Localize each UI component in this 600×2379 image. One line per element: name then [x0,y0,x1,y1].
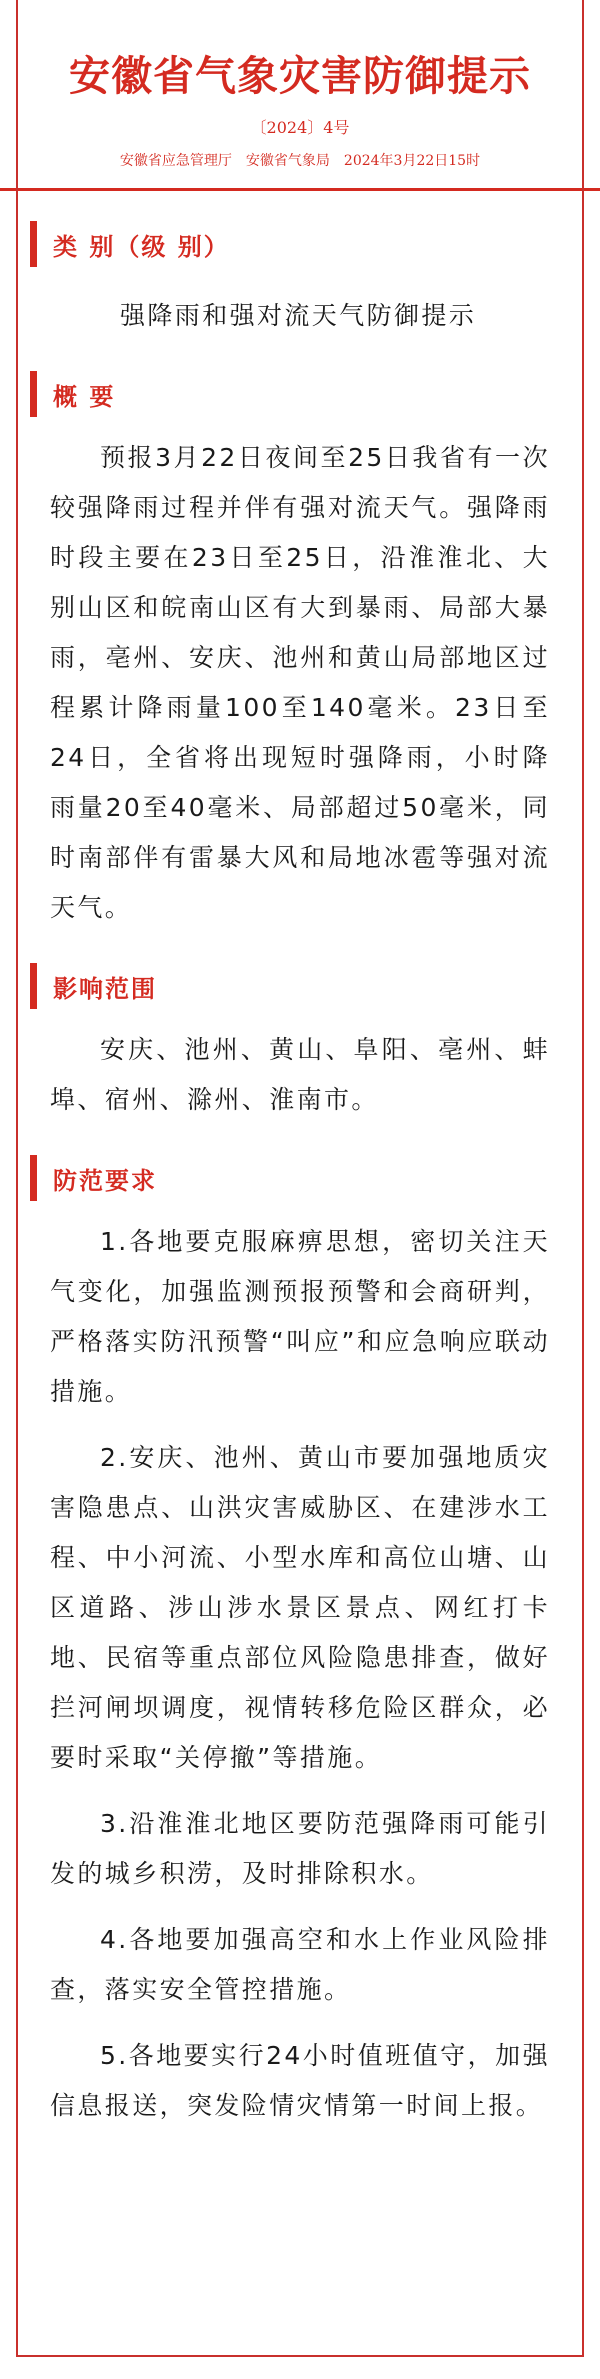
section-content [50,1217,550,2131]
section-overview [0,371,600,933]
section-requirements [0,1155,600,2131]
section-heading [30,371,570,417]
requirement-item-1: 1.各地要克服麻痹思想，密切关注天气变化，加强监测预报预警和会商研判，严格落实防汛预警“叫应”和应急响应联动措施。 [50,1227,550,1407]
heading-accent-bar [30,371,37,417]
section-heading [30,963,570,1009]
heading-label: 防范要求 [53,1166,157,1195]
section-content [50,291,550,341]
section-category [0,221,600,341]
section-heading [30,221,570,267]
issuer-emergency-dept: 安徽省应急管理厅 [119,153,232,170]
issuer-line [0,150,600,170]
heading-label: 概 要 [53,382,116,411]
requirement-item-4: 4.各地要加强高空和水上作业风险排查，落实安全管控措施。 [50,1925,550,2005]
requirement-item-5: 5.各地要实行24小时值班值守，加强信息报送，突发险情灾情第一时间上报。 [50,2041,550,2121]
section-content [50,433,550,933]
frame-right-border [582,0,584,2357]
category-text: 强降雨和强对流天气防御提示 [120,301,477,331]
heading-accent-bar [30,1155,37,1201]
masthead [0,0,600,191]
issuer-meteorological-bureau: 安徽省气象局 [245,153,330,170]
document-title: 安徽省气象灾害防御提示 [69,52,531,100]
overview-text: 预报3月22日夜间至25日我省有一次较强降雨过程并伴有强对流天气。强降雨时段主要在23日至25日，沿淮淮北、大别山区和皖南山区有大到暴雨、局部大暴雨，亳州、安庆、池州和黄山局部地区过程累计降雨量100至140毫米。23日至24日，全省将出现短时强降雨，小时降雨量20至40毫米、局部超过50毫米，同时南部伴有雷暴大风和局地冰雹等强对流天气。 [50,443,550,923]
requirement-item-3: 3.沿淮淮北地区要防范强降雨可能引发的城乡积涝，及时排除积水。 [50,1809,550,1889]
frame-left-border [16,0,18,2357]
heading-label: 类 别（级 别） [53,232,230,261]
issue-datetime: 2024年3月22日15时 [343,153,481,170]
section-heading [30,1155,570,1201]
frame-bottom-border [16,2355,584,2357]
requirement-item-2: 2.安庆、池州、黄山市要加强地质灾害隐患点、山洪灾害威胁区、在建涉水工程、中小河流、小型水库和高位山塘、山区道路、涉山涉水景区景点、网红打卡地、民宿等重点部位风险隐患排查，做好拦河闸坝调度，视情转移危险区群众，必要时采取“关停撤”等措施。 [50,1443,550,1773]
heading-label: 影响范围 [53,974,157,1003]
masthead-divider [0,188,600,191]
heading-accent-bar [30,221,37,267]
section-scope [0,963,600,1125]
heading-accent-bar [30,963,37,1009]
scope-text: 安庆、池州、黄山、阜阳、亳州、蚌埠、宿州、滁州、淮南市。 [50,1035,550,1115]
section-content [50,1025,550,1125]
issue-number: 〔2024〕4号 [250,118,350,138]
